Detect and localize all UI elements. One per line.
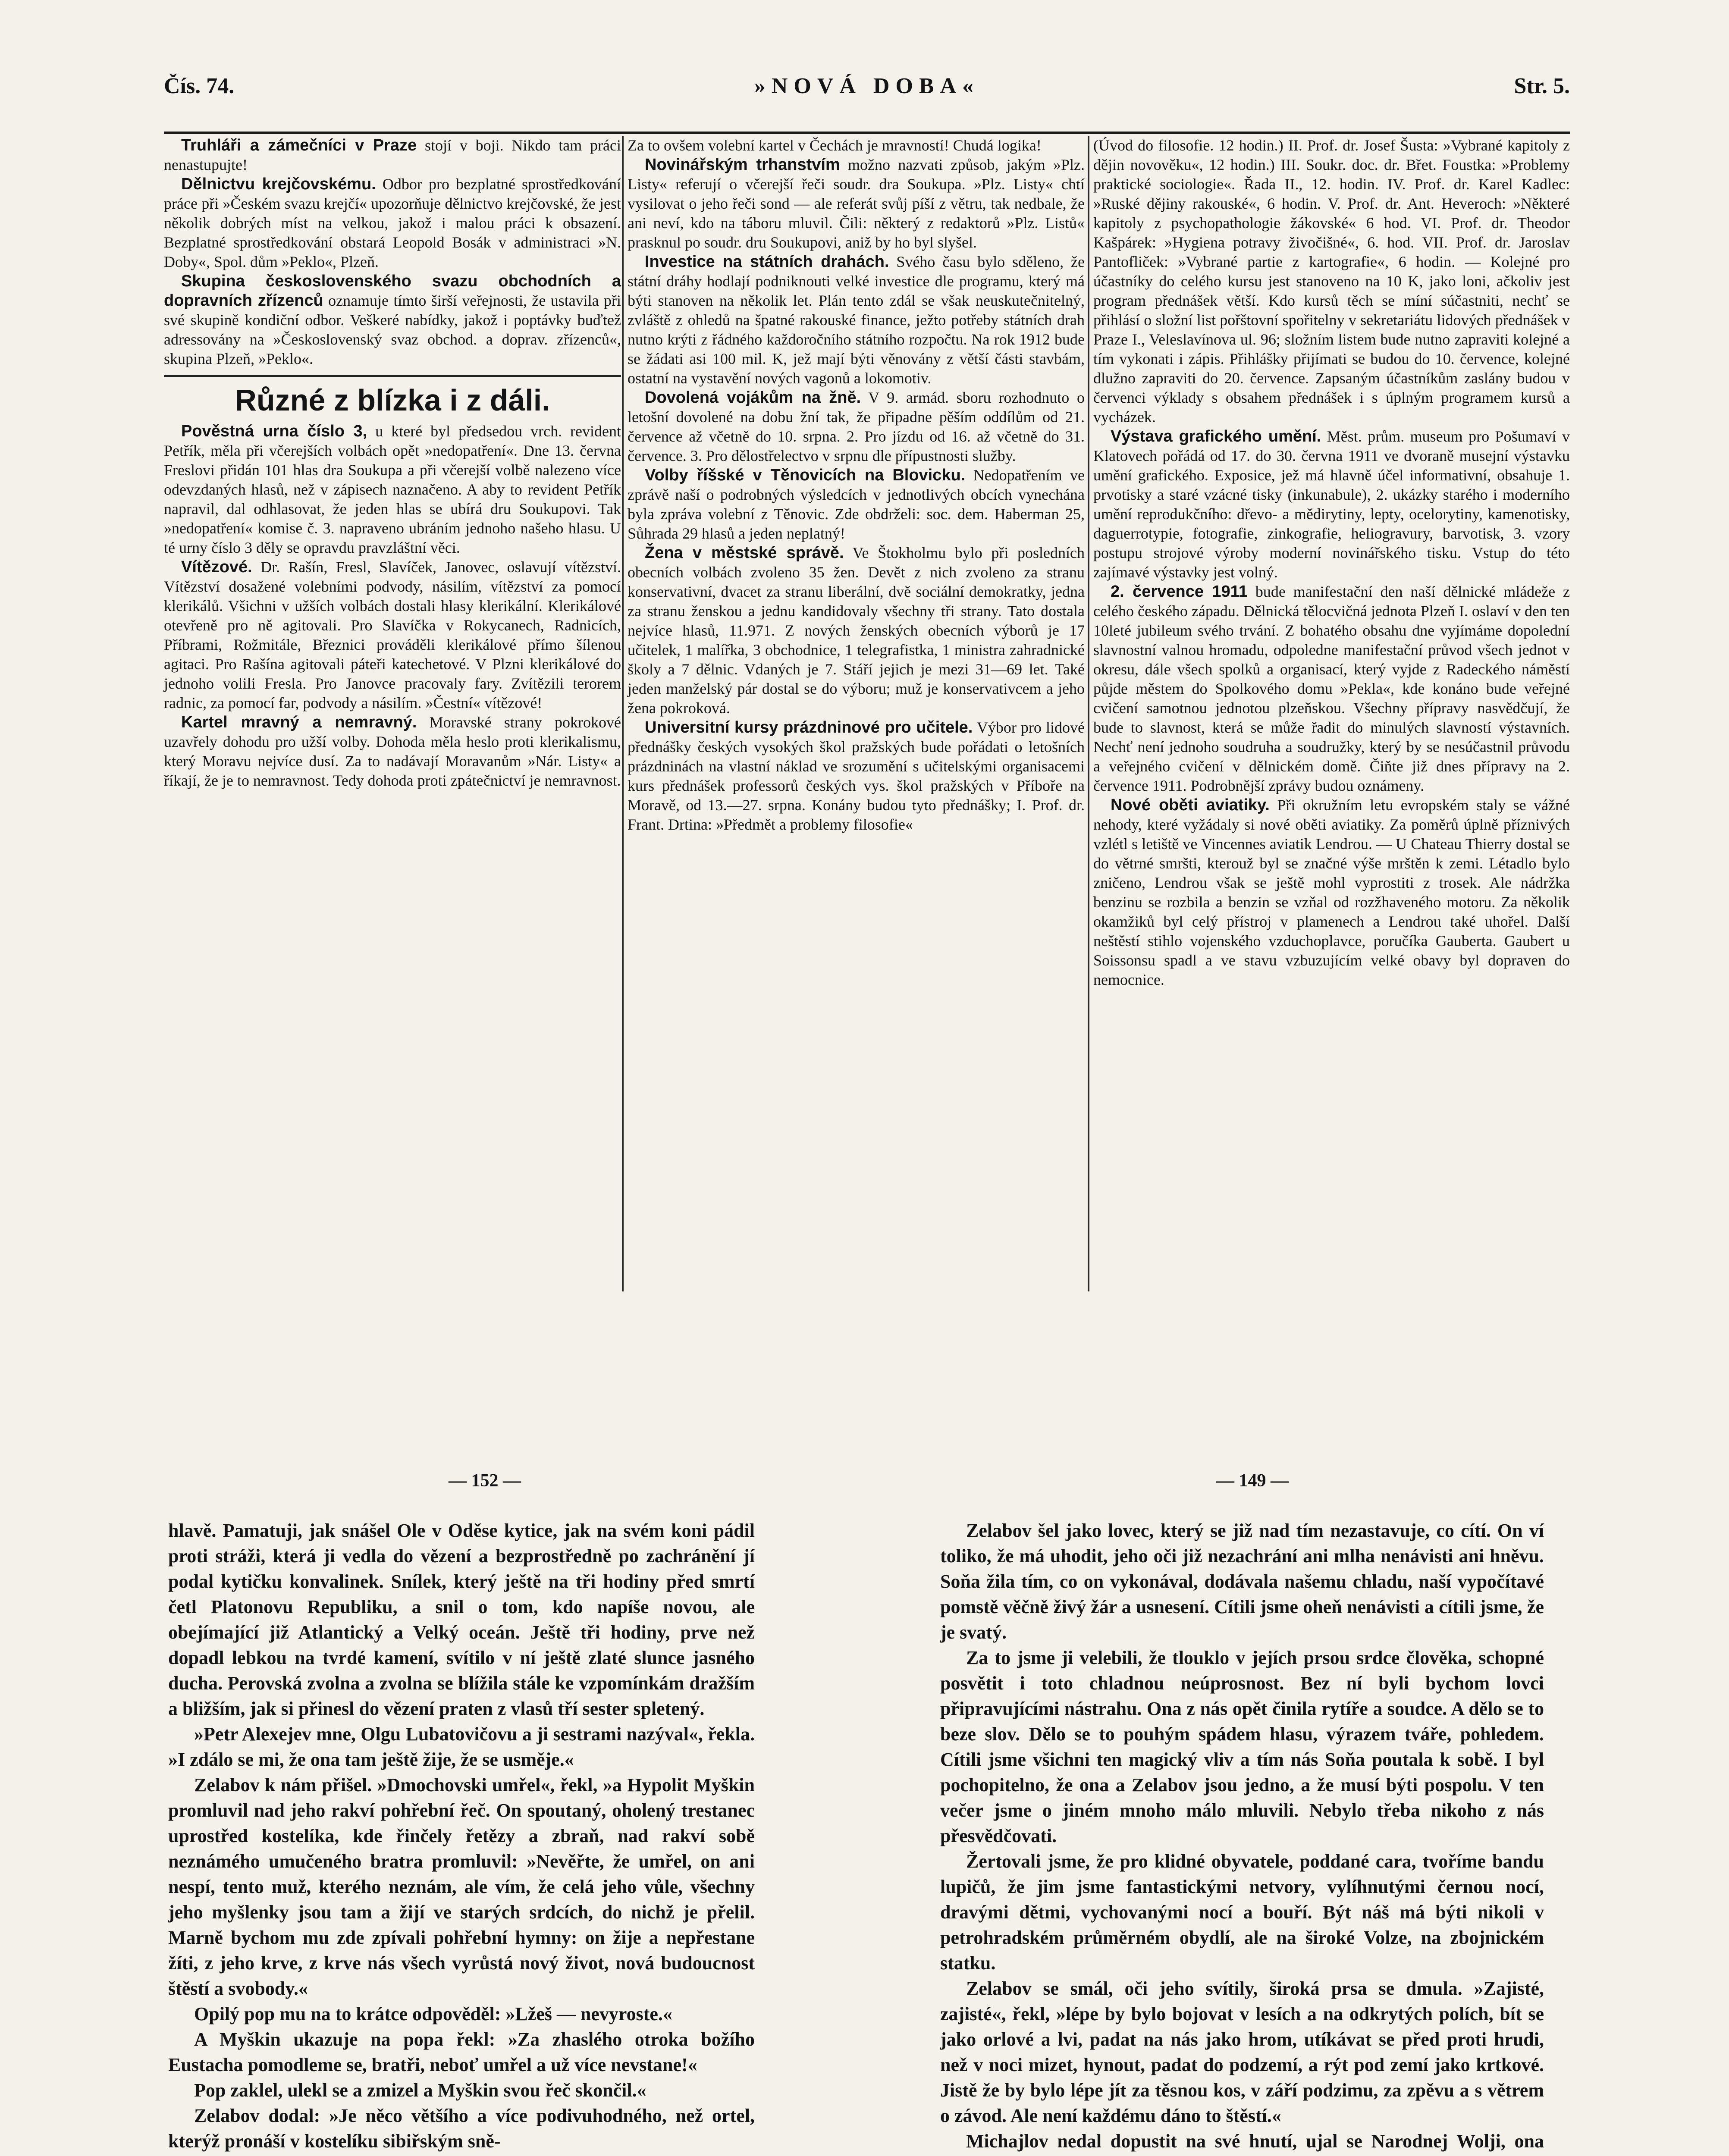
news-item: [628, 543, 1085, 718]
column-3: [1093, 136, 1570, 990]
story-column-right: [940, 1518, 1544, 2156]
news-item: [164, 272, 621, 369]
column-divider: [1088, 136, 1089, 1291]
news-item: [1093, 582, 1570, 796]
news-item: [628, 466, 1085, 543]
news-headline: Nové oběti aviatiky.: [1111, 796, 1270, 814]
header-rule: [164, 132, 1570, 134]
news-headline: Investice na státních drahách.: [645, 253, 889, 271]
masthead: »NOVÁ DOBA«: [754, 74, 980, 98]
section-rule: [164, 375, 621, 377]
news-text: Odbor pro bezplatné sprostředkování práce při »Českém svazu krejčí« upozorňuje dělnictvo krejčovské, že jest několik dobrých míst na velkou, jakož i malou práci k obsazení. Bezplatné sprostředkování obstará Leopold Bosák v administraci »N. Doby«, Spol. dům »Peklo«, Plzeň.: [164, 175, 621, 270]
news-headline: Dělnictvu krejčovskému.: [181, 175, 376, 193]
story-paragraph: Žertovali jsme, že pro klidné obyvatele, poddané cara, tvoříme bandu lupičů, že jim jsme fantastickými netvory, vylíhnutými černou nocí, dravými dětmi, vychovanými nocí a bouří. Být náš má býti nikoli v petrohradském průměrném obydlí, ale na široké Volze, na zbojnickém statku.: [940, 1851, 1544, 1974]
news-headline: Žena v městské správě.: [645, 544, 844, 562]
column-1: [164, 136, 621, 790]
news-text: stojí v boji. Nikdo tam práci nenastupujte!: [164, 137, 621, 173]
news-text: oznamuje tímto širší veřejnosti, že ustavila při své skupině kondiční odbor. Veškeré nabídky, jakož i poptávky buďtež adressovány na »Československý svaz obchod. a doprav. zřízenců«, skupina Plzeň, »Peklo«.: [164, 292, 621, 367]
news-headline: Kartel mravný a nemravný.: [181, 713, 417, 731]
column-2: [628, 136, 1085, 834]
story-paragraph: Zelabov šel jako lovec, který se již nad tím nezastavuje, co cítí. On ví toliko, že má uhodit, jeho oči již nezachrání ani mlha nenávisti ani hněvu. Soňa žila tím, co on vykonával, dodávala našemu chladu, naší vypočítavé pomstě věčně živý žár a usnesení. Cítili jsme oheň nenávisti a cítili jsme, že je svatý.: [940, 1520, 1544, 1643]
news-text: bude manifestační den naší dělnické mládeže z celého českého západu. Dělnická tělocvičná jednota Plzeň I. oslaví v den ten 10leté jubileum svého trvání. Z bohatého obsahu dne vyjímáme dopolední slavnostní valnou hromadu, odpoledne manifestační průvod všech jednot v okresu, dále všech spolků a organisací, který vyjde z Radeckého náměstí půjde městem do Spolkového domu »Pekla«, kde konáno bude veřejné cvičení samotnou jednotou plzeňskou. Všechny přípravy nasvědčují, že bude to slavnost, která se může řadit do minulých slavností výstavních. Nechť není jednoho soudruha a soudružky, který by se nesúčastnil průvodu a veřejného cvičení v dělnickém domě. Čiňte již dnes přípravy na 2. července 1911. Podrobnější zprávy budou oznámeny.: [1093, 583, 1570, 794]
news-item: [1093, 427, 1570, 582]
news-item: [628, 252, 1085, 388]
news-text: (Úvod do filosofie. 12 hodin.) II. Prof. dr. Josef Šusta: »Vybrané kapitoly z dějin novověku«, 12 hodin.) III. Soukr. doc. dr. Břet. Foustka: »Problemy praktické sociologie«. Řada II., 12. hodin. IV. Prof. dr. Karel Kadlec: »Ruské dějiny rakouské«, 6 hodin. V. Prof. dr. Ant. Heveroch: »Některé kapitoly z psychopathologie žákovské« 6 hod. VI. Prof. dr. Theodor Kašpárek: »Hygiena potravy živočišné«, 6. hod. VII. Prof. dr. Jaroslav Pantofliček: »Vybrané partie z kartografie«, 6 hodin. — Kolejné pro účastníky do celého kursu jest stanoveno na 10 K, jako loni, ačkoliv jest program přednášek větší. Kdo kursů těch se míní súčastniti, nechť se přihlásí o složní list pořštovní spořitelny v sekretariátu lidových přednášek v Praze I., Veleslavínova ul. 96; složním listem bude nutno zapraviti kolejné a tím vykonati i zápis. Přihlášky přijímati se budou do 10. července, kolejné dlužno zapraviti do 20. července. Zapsaným účastníkům zaslány budou v červenci výklady s obsahem přednášek i s úplným programem kursů a vycházek.: [1093, 137, 1570, 426]
story-paragraph: Zelabov dodal: »Je něco většího a více podivuhodného, než ortel, kterýž pronáší v kostelíku sibiřským sně-: [168, 2105, 755, 2152]
news-text: Ve Štokholmu bylo při posledních obecních volbách zvoleno 35 žen. Devět z nich zvoleno za stranu konservativní, dvacet za stranu liberální, dvě sociální demokratky, jedna za stranu ženskou a jednu kandidovaly všechny tři strany. Tato dostala nejvíce hlasů, 11.971. Z nových ženských obecních výborů je 17 učitelek, 1 malířka, 3 obchodnice, 1 telegrafistka, 1 ministra zahradnické školy a 7 dělnic. Vdaných je 7. Stáří jejich je mezi 31—69 let. Také jeden manželský pár dostal se do výboru; muž je konservativcem a jeho žena pokroková.: [628, 544, 1085, 717]
news-text: Měst. prům. museum pro Pošumaví v Klatovech pořádá od 17. do 30. června 1911 ve dvoraně musejní výstavku umění grafického. Exposice, jež má hlavně účel informativní, obsahuje 1. prvotisky a staré vzácné tisky (inkunabule), 2. ukázky starého i moderního umění reprodukčního: dřevo- a mědirytiny, lepty, ocelorytiny, kamenotisky, daguerrotypie, fotografie, zinkografie, heliogravury, barvotisk, 3. vzory postupu strojové výroby moderní novinářského tisku. Vstup do této zajímavé výstavky jest volný.: [1093, 428, 1570, 581]
story-paragraph: hlavě. Pamatuji, jak snášel Ole v Oděse kytice, jak na svém koni pádil proti stráži, která ji vedla do vězení a bezprostředně po zachránění jí podal kytičku konvalinek. Snílek, který ještě na tři hodiny před smrtí četl Platonovu Republiku, a snil o tom, kdo napíše novou, ale obejímající již Atlantický a Velký oceán. Ještě tři hodiny, prve než dopadl lebkou na tvrdé kamení, svítilo v ní ještě zlaté slunce jasného ducha. Perovská zvolna a zvolna se blížila stále ke vzpomínkám dražším a bližším, jak si přinesl do vězení praten z vlasů tří sester spletený.: [168, 1520, 755, 1719]
news-text: V 9. armád. sboru rozhodnuto o letošní dovolené na dobu žní tak, že připadne pěším oddílům od 21. července až včetně do 10. srpna. 2. Pro jízdu od 16. až včetně do 31. července. 3. Pro dělostřelectvo v srpnu dle přípustnosti služby.: [628, 389, 1085, 464]
issue-number: Čís. 74.: [164, 74, 235, 98]
news-item: [1093, 796, 1570, 990]
story-paragraph: Opilý pop mu na to krátce odpověděl: »Lžeš — nevyroste.«: [194, 2003, 672, 2024]
news-item: [164, 136, 621, 175]
news-headline: Truhláři a zámečníci v Praze: [181, 136, 417, 154]
news-headline: Novinářským trhanstvím: [645, 156, 840, 174]
news-text: Svého času bylo sděleno, že státní dráhy hodlají podniknouti velké investice dle programu, který má býti stanoven na několik let. Plán tento zdál se však neuskutečnitelný, zvláště z ohledů na špatné rakouské finance, ježto potřeby státních drah nutno krýti z řádného každoročního státního rozpočtu. Na rok 1912 bude se žádati asi 100 mil. K, jež mají býti věnovány z větší části stavbám, ostatní na vystavění nových vagonů a lokomotiv.: [628, 253, 1085, 387]
news-headline: Pověstná urna číslo 3,: [181, 422, 367, 440]
news-text: Výbor pro lidové přednášky českých vysokých škol pražských bude pořádati o letošních prázdninách na vlastní náklad ve srozumění s učitelskými organisacemi kurs přednášek professorů českých vys. škol pražských v Příboře na Moravě, od 13.—27. srpna. Konány budou tyto přednášky; I. Prof. dr. Frant. Drtina: »Předmět a problemy filosofie«: [628, 719, 1085, 833]
news-headline: Dovolená vojákům na žně.: [645, 389, 861, 407]
story-paragraph: Zelabov se smál, oči jeho svítily, široká prsa se dmula. »Zajisté, zajisté«, řekl, »lépe by bylo bojovat v lesích a na odkrytých polích, bít se jako orlové a lvi, padat na nás jako hrom, utíkávat se před proti hrudi, než v noci mizet, hynout, padat do podzemí, a rýt pod zemí jako krtkové. Jistě že by bylo lépe jít za těsnou kos, v září podzimu, za zpěvu a s větrem o závod. Ale není každému dáno to štěstí.«: [940, 1978, 1544, 2126]
news-headline: Volby říšské v Těnovicích na Blovicku.: [645, 466, 966, 484]
story-paragraph: »Petr Alexejev mne, Olgu Lubatovičovu a ji sestrami nazýval«, řekla. »I zdálo se mi, že ona tam ještě žije, že se usměje.«: [168, 1724, 755, 1770]
news-headline: Vítězové.: [181, 558, 252, 576]
story-paragraph: Pop zaklel, ulekl se a zmizel a Myškin svou řeč skončil.«: [194, 2080, 646, 2101]
news-item: [628, 718, 1085, 834]
news-text: Za to ovšem volební kartel v Čechách je mravností! Chudá logika!: [628, 137, 1042, 154]
news-headline: 2. července 1911: [1111, 583, 1248, 601]
news-text: Moravské strany pokrokové uzavřely dohodu pro užší volby. Dohoda měla heslo proti klerikalismu, který Moravu nejvíce dusí. Za to nadávají Moravanům »Nár. Listy« a říkají, že je to nemravnost. Tedy dohoda proti zpátečnictví je nemravnost.: [164, 714, 621, 789]
column-divider: [622, 136, 624, 1291]
news-text: Při okružním letu evropském staly se vážné nehody, které vyžádaly si nové oběti aviatiky. Za poměrů úplně příznivých vzlétl s letiště ve Vincennes aviatik Lendrou. — U Chateau Thierry dostal se do větrné smršti, kterouž byl se značné výše mrštěn k zemi. Létadlo bylo zničeno, Lendrou však se ještě mohl vyprostiti z trosek. Ale nádržka benzinu se rozbila a benzin se vzňal od rozžhaveného motoru. Za několik okamžiků byl celý přístroj v plamenech a Lendrou také uhořel. Další neštěstí stihlo vojenského vzduchoplavce, poručíka Gauberta. Gaubert u Soissonsu spadl a ve stavu vzbuzujícím velké obavy byl dopraven do nemocnice.: [1093, 796, 1570, 988]
news-text: možno nazvati způsob, jakým »Plz. Listy« referují o včerejší řeči soudr. dra Soukupa. »Plz. Listy« chtí vysilovat o jeho řeči sond — ale referát svůj píší z větru, tak nedbale, že ani neví, kdo na táboru mluvil. Čili: některý z redaktorů »Plz. Listů« prasknul po soudr. dru Soukupovi, aniž by ho byl slyšel.: [628, 156, 1085, 251]
story-paragraph: Zelabov k nám přišel. »Dmochovski umřel«, řekl, »a Hypolit Myškin promluvil nad jeho rakví pohřební řeč. On spoutaný, oholený trestanec uprostřed kostelíka, kde řinčely řetězy a zbraň, nad rakví sobě neznámého umučeného bratra promluvil: »Nevěřte, že umřel, on ani nespí, tento muž, kterého neznám, ale vím, že celá jeho vůle, všechny jeho myšlenky jsou tam a žijí ve starých srdcích, do nichž je přelil. Marně bychom mu zde zpívali pohřební hymny: on žije a nepřestane žíti, z jeho krve, z krve nás všech vyrůstá nový život, nová budoucnost štěstí a svobody.«: [168, 1774, 755, 1999]
news-item: [164, 422, 621, 558]
news-text: u které byl předsedou vrch. revident Petřík, měla při včerejších volbách opět »nedopatření«. Dne 13. června Freslovi přidán 101 hlas dra Soukupa a při včerejší volbě nalezeno více odevzdaných hlasů, než v zápisech naznačeno. A aby to revident Petřík napravil, dal odhlasovat, že jeden hlas se ubírá dru Soukupovi. Tak »nedopatření« komise č. 3. napraveno ubráním jednoho našeho hlasu. U té urny číslo 3 děly se opravdu pravzláštní věci.: [164, 423, 621, 556]
news-text: Dr. Rašín, Fresl, Slavíček, Janovec, oslavují vítězství. Vítězství dosažené volebními podvody, násilím, vítězství za pomocí klerikálů. Všichni v užších volbách dostali hlasy klerikální. Klerikálové otevřeně pro ně agitovali. Pro Slavíčka v Rokycanech, Radnicích, Příbrami, Rožmitále, Březnici prováděli klerikálové přímo šílenou agitaci. Pro Rašína agitovali páteři katechetové. V Plzni klerikálové do jednoho volili Fresla. Pro Janovce pracovaly fary. Zvítězili terorem radnic, za pomocí far, podvody a násilím. »Čestní« vítězové!: [164, 558, 621, 711]
story-column-left: [168, 1518, 755, 2154]
news-text: Nedopatřením ve zprávě naší o podrobných výsledcích v jednotlivých obcích vynechána byla zpráva volební z Těnovic. Zde obdrželi: soc. dem. Haberman 25, Sůhrada 29 hlasů a jeden neplatný!: [628, 467, 1085, 542]
story-page-number-left: — 152 —: [449, 1471, 521, 1491]
news-item: [164, 175, 621, 272]
page-number: Str. 5.: [1514, 74, 1570, 98]
story-page-number-right: — 149 —: [1216, 1471, 1289, 1491]
news-headline: Výstava grafického umění.: [1111, 427, 1321, 445]
news-item: [164, 713, 621, 790]
story-paragraph: Za to jsme ji velebili, že tlouklo v jejích prsou srdce člověka, schopné posvětit i toto chladnou neúprosnost. Bez ní byli bychom lovci připravujícími nástrahu. Ona z nás opět činila rytíře a soudce. A dělo se to beze slov. Dělo se to pouhým spádem hlasu, výrazem tváře, pohledem. Cítili jsme všichni ten magický vliv a tím nás Soňa poutala k sobě. I byl pochopitelno, že ona a Zelabov jsou jedno, a že musí býti pospolu. V ten večer jsme o jiném mnoho málo mluvili. Nebylo třeba nikoho z nás přesvědčovati.: [940, 1647, 1544, 1846]
story-paragraph: A Myškin ukazuje na popa řekl: »Za zhaslého otroka božího Eustacha pomodleme se, bratři, neboť umřel a už více nevstane!«: [168, 2029, 755, 2075]
news-headline: Skupina československého svazu obchodních a dopravních zřízenců: [164, 272, 621, 310]
section-title: Různé z blízka i z dáli.: [235, 383, 550, 417]
news-headline: Universitní kursy prázdninové pro učitele.: [645, 718, 973, 736]
news-item: [628, 155, 1085, 252]
page-header: [164, 73, 1570, 103]
news-item: [164, 558, 621, 713]
story-paragraph: Michajlov nedal dopustit na své hnutí, ujal se Narodnej Wolji, ona: [966, 2131, 1544, 2152]
news-item: [628, 388, 1085, 466]
